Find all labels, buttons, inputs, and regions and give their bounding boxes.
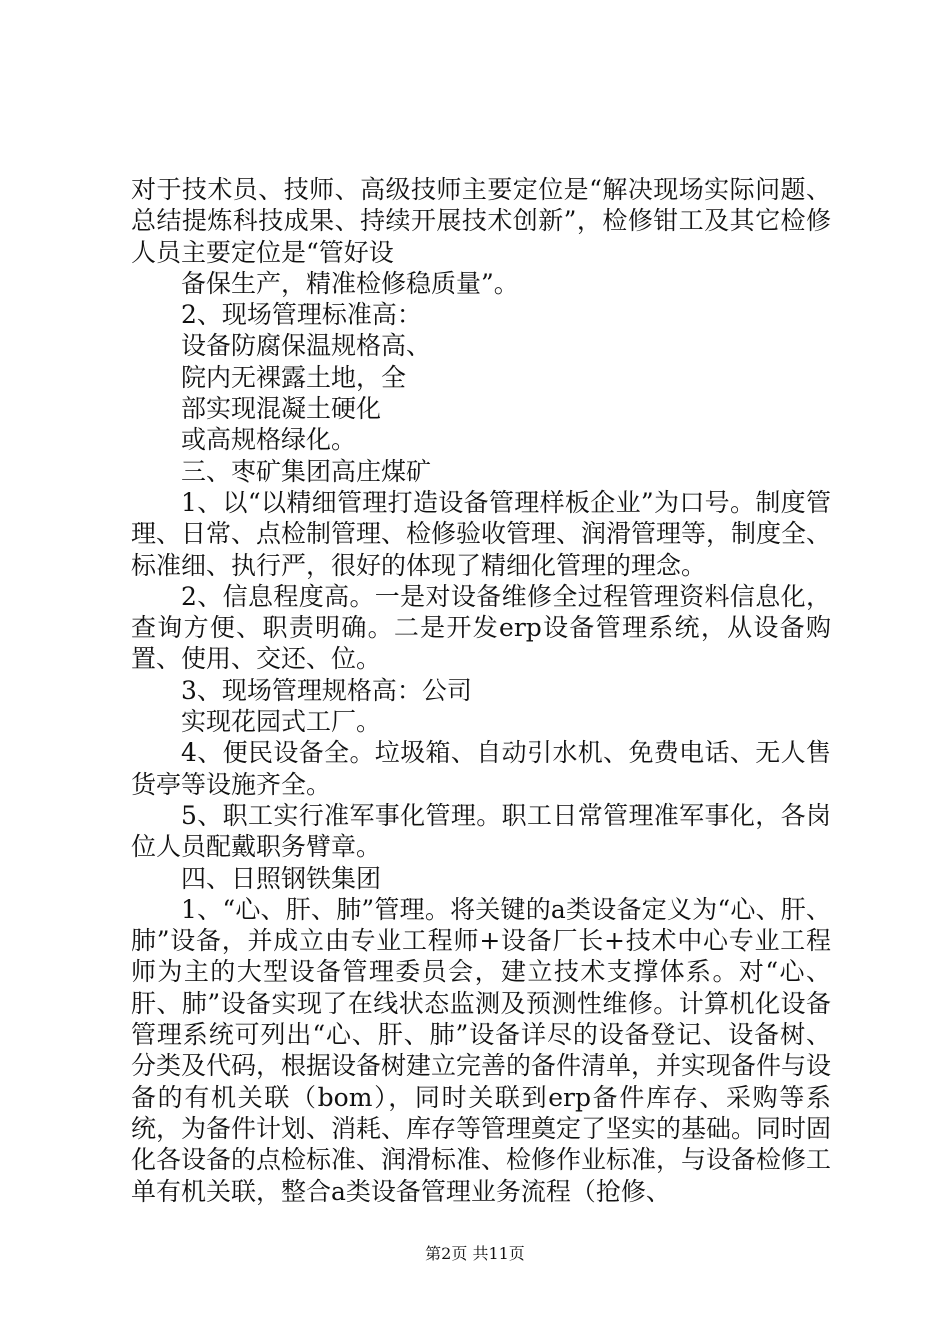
- paragraph: 备保生产，精准检修稳质量”。: [181, 268, 519, 298]
- paragraph: 设备防腐保温规格高、: [181, 331, 432, 361]
- paragraph: 5、职工实行准军事化管理。职工日常管理准军事化，各岗位人员配戴职务臂章。: [131, 800, 831, 862]
- paragraph: 院内无裸露土地，全: [181, 362, 407, 392]
- paragraph: 2、现场管理标准高：: [181, 300, 422, 330]
- document-body: [131, 174, 831, 1207]
- paragraph: 1、以“以精细管理打造设备管理样板企业”为口号。制度管理、日常、点检制管理、检修验收管理、润滑管理等，制度全、标准细、执行严，很好的体现了精细化管理的理念。: [131, 487, 832, 580]
- paragraph: 3、现场管理规格高：公司: [181, 675, 472, 705]
- paragraph: 对于技术员、技师、高级技师主要定位是“解决现场实际问题、总结提炼科技成果、持续开展技术创新”，检修钳工及其它检修人员主要定位是“管好设: [131, 175, 831, 267]
- paragraph: 4、便民设备全。垃圾箱、自动引水机、免费电话、无人售货亭等设施齐全。: [131, 738, 831, 799]
- paragraph: 2、信息程度高。一是对设备维修全过程管理资料信息化，查询方便、职责明确。二是开发erp设备管理系统，从设备购置、使用、交还、位。: [131, 581, 831, 674]
- paragraph: 实现花园式工厂。: [181, 707, 382, 737]
- paragraph: 四、日照钢铁集团: [181, 863, 382, 893]
- paragraph: 三、枣矿集团高庄煤矿: [181, 456, 432, 486]
- paragraph: 或高规格绿化。: [181, 425, 357, 455]
- paragraph: 部实现混凝土硬化: [181, 394, 382, 424]
- paragraph: 1、“心、肝、肺”管理。将关键的a类设备定义为“心、肝、肺”设备，并成立由专业工程师+设备厂长+技术中心专业工程师为主的大型设备管理委员会，建立技术支撑体系。对“心、肝、肺”设备实现了在线状态监测及预测性维修。计算机化设备管理系统可列出“心、肝、肺”设备详尽的设备登记、设备树、分类及代码，根据设备树建立完善的备件清单，并实现备件与设备的有机关联（bom），同时关联到erp备件库存、采购等系统，为备件计划、消耗、库存等管理奠定了坚实的基础。同时固化各设备的点检标准、润滑标准、检修作业标准，与设备检修工单有机关联，整合a类设备管理业务流程（抢修、: [131, 894, 832, 1206]
- page-footer: 第2页 共11页: [425, 1244, 525, 1263]
